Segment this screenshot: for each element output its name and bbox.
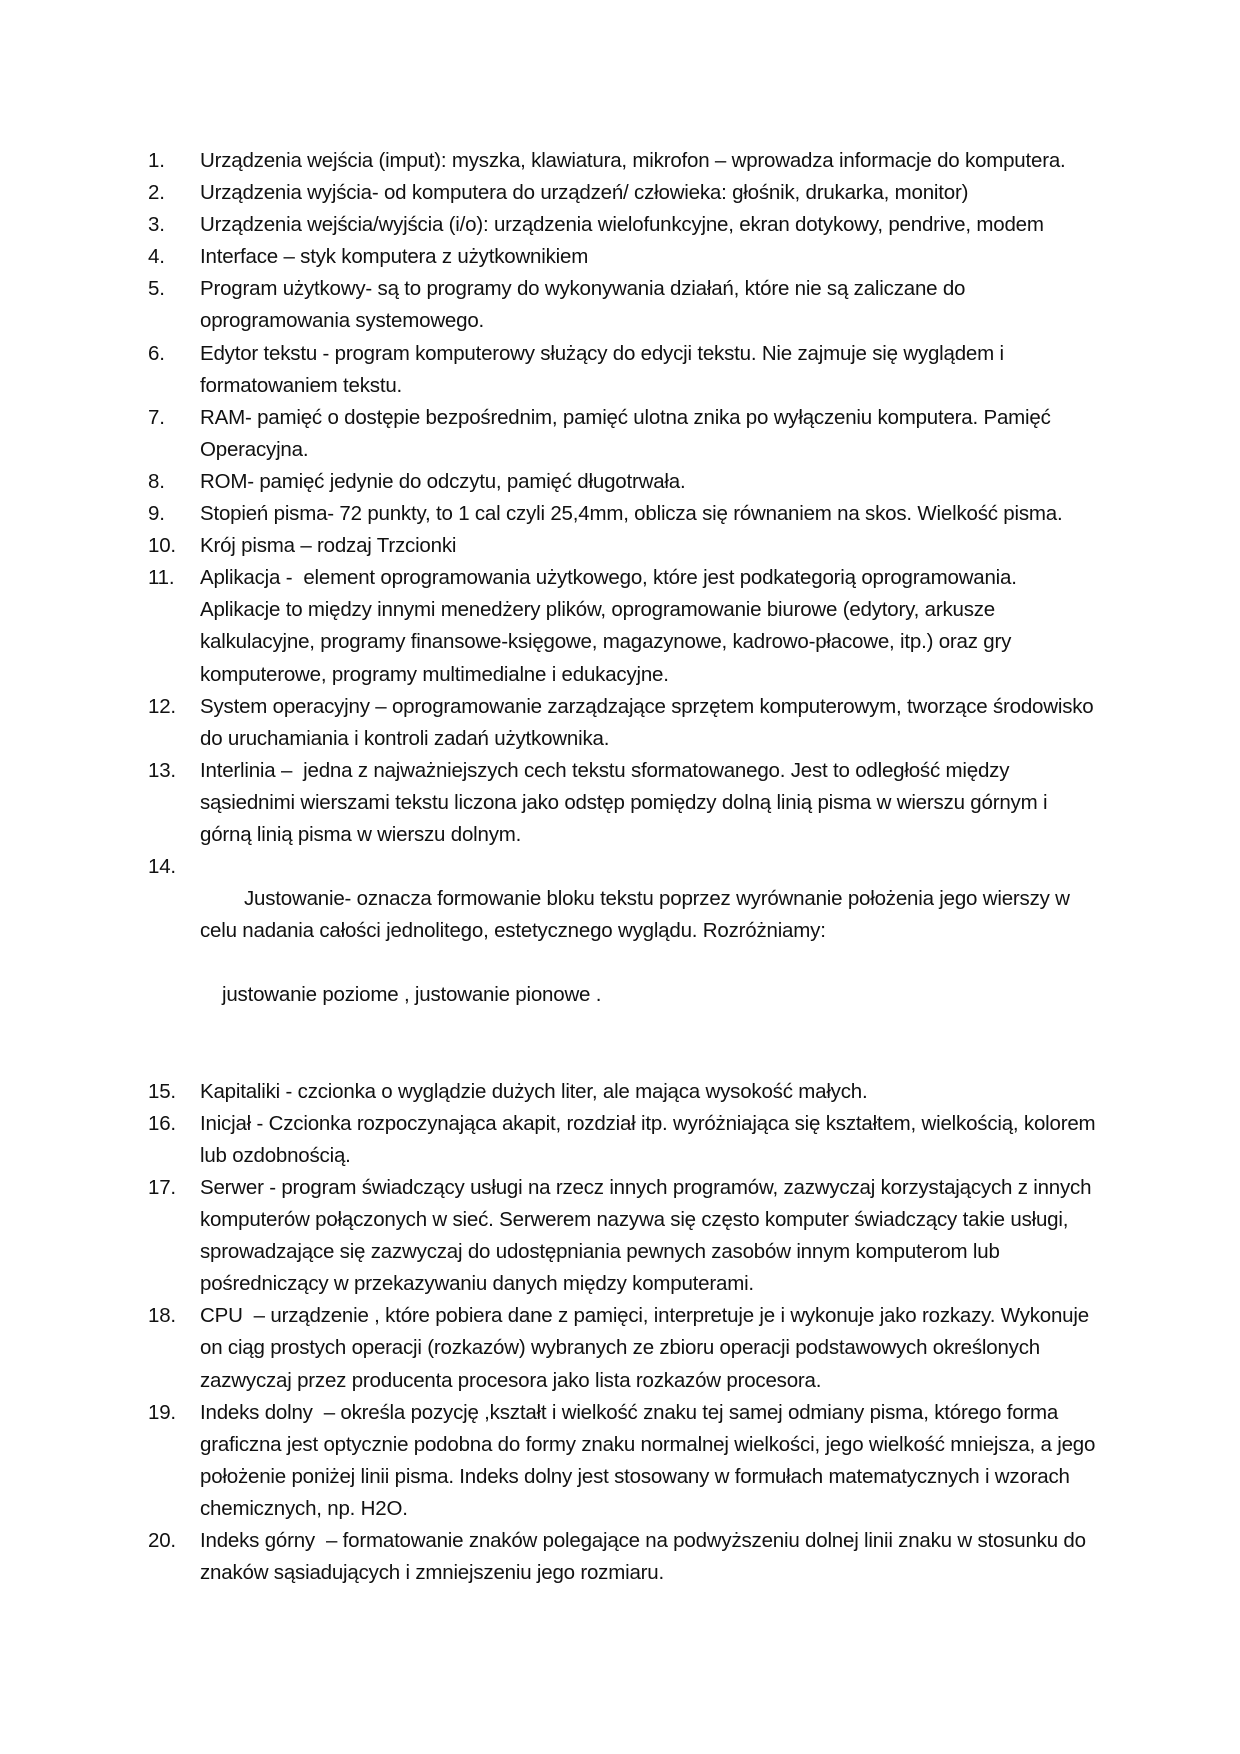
list-item bbox=[148, 177, 1098, 209]
item-number: 14. bbox=[148, 855, 176, 879]
list-item bbox=[148, 691, 1098, 755]
item-number: 5. bbox=[148, 277, 165, 301]
item-number: 19. bbox=[148, 1400, 176, 1424]
item-text: Urządzenia wejścia (imput): myszka, klawiatura, mikrofon – wprowadza informacje do komputera. bbox=[200, 149, 1066, 172]
list-item bbox=[148, 466, 1098, 498]
list-item bbox=[148, 402, 1098, 466]
item-number: 16. bbox=[148, 1111, 176, 1135]
list-item bbox=[148, 273, 1098, 337]
item-text: Krój pisma – rodzaj Trzcionki bbox=[200, 534, 457, 558]
item-number: 1. bbox=[148, 149, 165, 172]
item-text: Urządzenia wejścia/wyjścia (i/o): urządzenia wielofunkcyjne, ekran dotykowy, pendrive, modem bbox=[200, 213, 1044, 237]
item-text: Inicjał - Czcionka rozpoczynająca akapit, rozdział itp. wyróżniająca się kształtem, wielkością, kolorem lub ozdobnością. bbox=[200, 1111, 1101, 1167]
definitions-list bbox=[148, 145, 1101, 1589]
item-text-wrapper bbox=[200, 851, 1098, 1076]
list-item bbox=[148, 562, 1098, 690]
list-item bbox=[148, 1172, 1098, 1300]
item-number: 2. bbox=[148, 181, 165, 205]
list-item bbox=[148, 498, 1098, 530]
item-number: 20. bbox=[148, 1529, 176, 1553]
item-number: 18. bbox=[148, 1304, 176, 1328]
item-text: Edytor tekstu - program komputerowy służący do edycji tekstu. Nie zajmuje się wyglądem i formatowaniem tekstu. bbox=[200, 341, 1010, 397]
list-item bbox=[148, 755, 1098, 851]
item-text: ROM- pamięć jedynie do odczytu, pamięć długotrwała. bbox=[200, 469, 686, 493]
item-text: Urządzenia wyjścia- od komputera do urządzeń/ człowieka: głośnik, drukarka, monitor) bbox=[200, 181, 969, 205]
list-item bbox=[148, 1300, 1098, 1396]
item-text: RAM- pamięć o dostępie bezpośrednim, pamięć ulotna znika po wyłączeniu komputera. Pamięć Operacyjna. bbox=[200, 405, 1057, 461]
item-text: CPU – urządzenie , które pobiera dane z pamięci, interpretuje je i wykonuje jako rozkazy. Wykonuje on ciąg prostych operacji (rozkazów) wybranych ze zbioru operacji podstawowych określonych zazwyczaj przez producenta procesora jako lista rozkazów procesora. bbox=[200, 1304, 1095, 1392]
list-item bbox=[148, 338, 1098, 402]
item-number: 10. bbox=[148, 534, 176, 558]
item-text: Justowanie- oznacza formowanie bloku tekstu poprzez wyrównanie położenia jego wierszy w celu nadania całości jednolitego, estetycznego wyglądu. Rozróżniamy: bbox=[200, 887, 1076, 943]
item-text: Interface – styk komputera z użytkownikiem bbox=[200, 245, 589, 269]
item-number: 8. bbox=[148, 469, 165, 493]
list-item bbox=[148, 1397, 1101, 1525]
item-text: Indeks dolny – określa pozycję ,kształt i wielkość znaku tej samej odmiany pisma, którego forma graficzna jest optycznie podobna do formy znaku normalnej wielkości, jego wielkość mniejsza, a jego położenie poniżej linii pisma. Indeks dolny jest stosowany w formułach matematycznych i wzorach chemicznych, np. H2O. bbox=[200, 1400, 1101, 1520]
item-text: Aplikacja - element oprogramowania użytkowego, które jest podkategorią oprogramowania. Aplikacje to między innymi menedżery plików, oprogramowanie biurowe (edytory, arkusze kalkulacyjne, programy finansowe-księgowe, magazynowe, kadrowo-płacowe, itp.) oraz gry komputerowe, programy multimedialne i edukacyjne. bbox=[200, 566, 1022, 686]
item-text: Program użytkowy- są to programy do wykonywania działań, które nie są zaliczane do oprogramowania systemowego. bbox=[200, 277, 971, 333]
list-item bbox=[148, 1525, 1098, 1589]
item-number: 17. bbox=[148, 1176, 176, 1199]
item-text: System operacyjny – oprogramowanie zarządzające sprzętem komputerowym, tworzące środowisko do uruchamiania i kontroli zadań użytkownika. bbox=[200, 694, 1099, 750]
item-number: 11. bbox=[148, 566, 175, 590]
list-item bbox=[148, 209, 1098, 241]
item-number: 4. bbox=[148, 245, 165, 269]
list-item bbox=[148, 1076, 1098, 1108]
item-text: Serwer - program świadczący usługi na rzecz innych programów, zazwyczaj korzystających z innych komputerów połączonych w sieć. Serwerem nazywa się często komputer świadczący takie usługi, sprowadzające się zazwyczaj do udostępniania pewnych zasobów innym komputerom lub pośredniczący w przekazywaniu danych między komputerami. bbox=[200, 1176, 1097, 1296]
item-text: Kapitaliki - czcionka o wyglądzie dużych liter, ale mająca wysokość małych. bbox=[200, 1079, 868, 1103]
list-item bbox=[148, 241, 1098, 273]
list-item bbox=[148, 851, 1098, 1076]
list-item bbox=[148, 1108, 1101, 1172]
item-number: 13. bbox=[148, 758, 176, 782]
list-item bbox=[148, 530, 1098, 562]
item-number: 3. bbox=[148, 213, 165, 237]
item-number: 15. bbox=[148, 1079, 176, 1103]
item-text: Stopień pisma- 72 punkty, to 1 cal czyli 25,4mm, oblicza się równaniem na skos. Wielkość pisma. bbox=[200, 502, 1063, 526]
item-number: 9. bbox=[148, 502, 165, 526]
item-number: 12. bbox=[148, 694, 176, 718]
list-item bbox=[148, 145, 1098, 177]
item-text: Indeks górny – formatowanie znaków polegające na podwyższeniu dolnej linii znaku w stosunku do znaków sąsiadujących i zmniejszeniu jego rozmiaru. bbox=[200, 1529, 1092, 1585]
item-subtext: justowanie poziome , justowanie pionowe . bbox=[222, 983, 602, 1007]
item-number: 7. bbox=[148, 405, 165, 429]
item-text: Interlinia – jedna z najważniejszych cech tekstu sformatowanego. Jest to odległość między sąsiednimi wierszami tekstu liczona jako odstęp pomiędzy dolną linią pisma w wierszu górnym i górną linią pisma w wierszu dolnym. bbox=[200, 758, 1053, 846]
item-number: 6. bbox=[148, 341, 165, 365]
